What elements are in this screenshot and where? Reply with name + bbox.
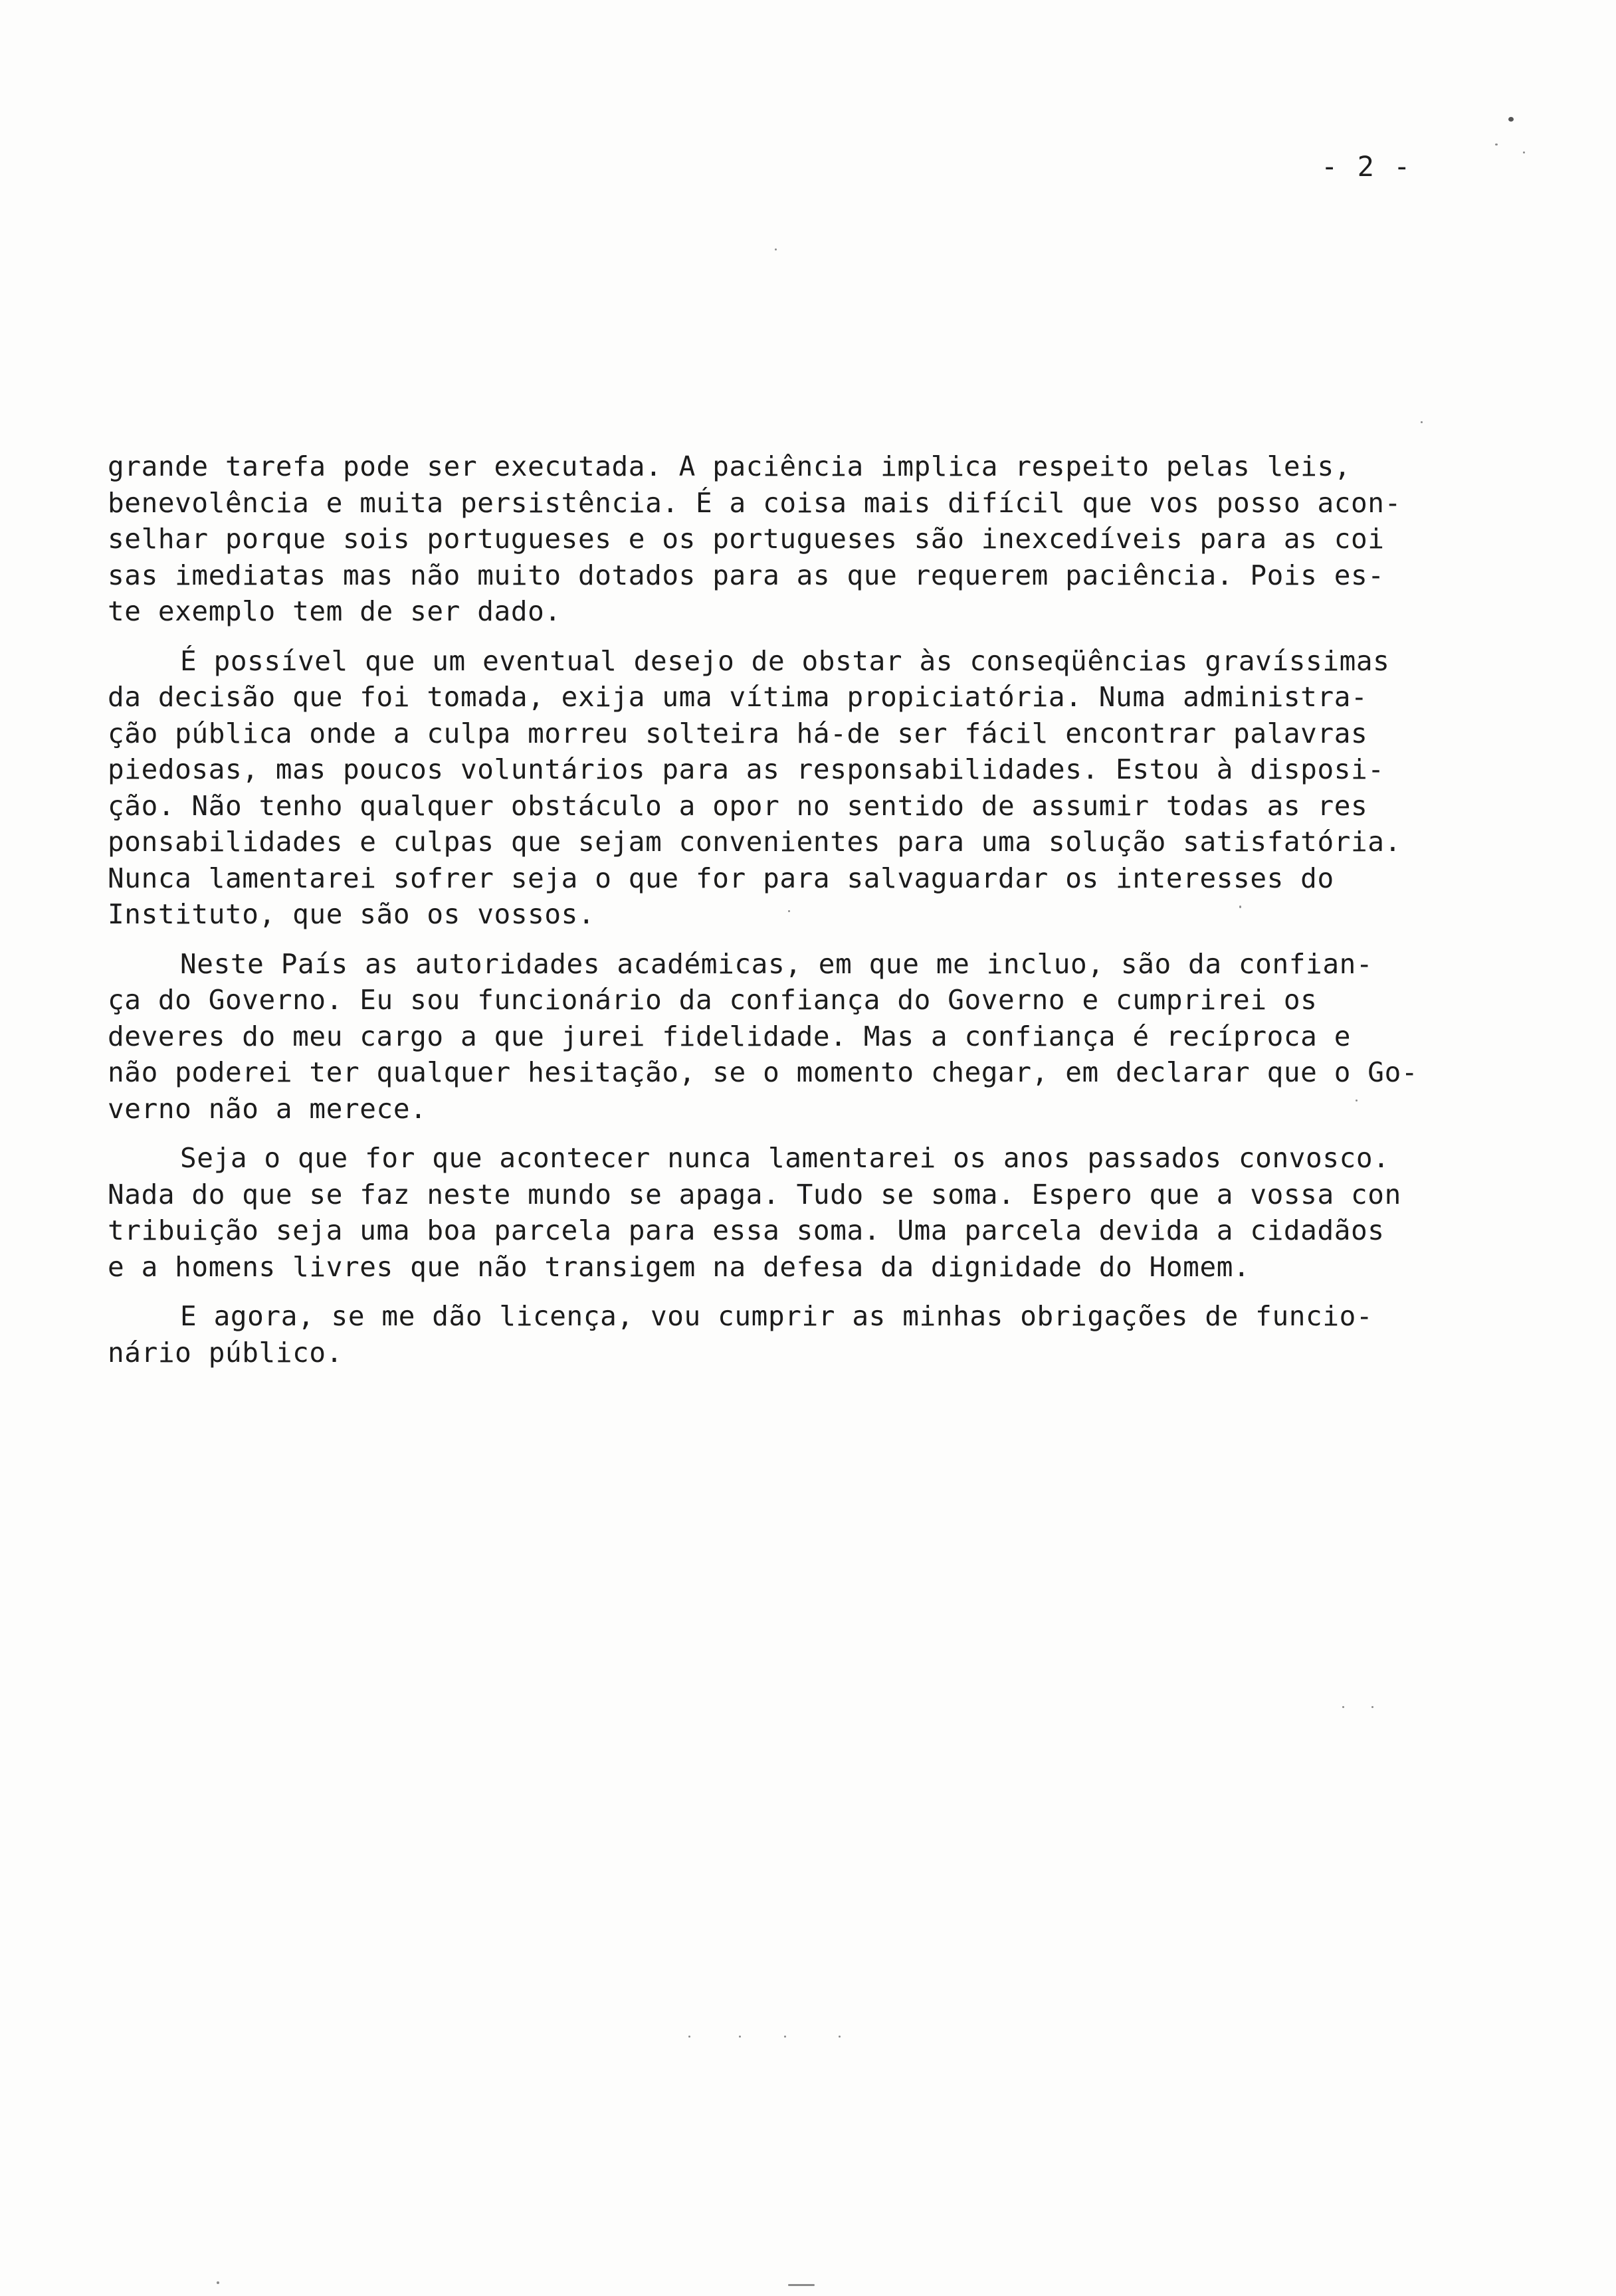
scan-speck (1371, 1706, 1373, 1708)
text-line: Neste País as autoridades académicas, em que me incluo, são da confian- (180, 947, 1373, 980)
scan-speck (739, 2036, 741, 2038)
text-line: Nada do que se faz neste mundo se apaga. Tudo se soma. Espero que a vossa con (108, 1178, 1401, 1210)
scan-speck (1523, 151, 1525, 153)
paragraph-2 (108, 643, 1536, 933)
text-line: e a homens livres que não transigem na defesa da dignidade do Homem. (108, 1250, 1251, 1283)
text-line: grande tarefa pode ser executada. A paciência implica respeito pelas leis, (108, 450, 1352, 482)
text-line: ção. Não tenho qualquer obstáculo a opor no sentido de assumir todas as res (108, 789, 1368, 822)
text-line: Instituto, que são os vossos. (108, 898, 595, 930)
paragraph-4 (108, 1140, 1536, 1285)
text-line: te exemplo tem de ser dado. (108, 595, 561, 627)
scan-speck (788, 910, 790, 912)
page-number: - 2 - (1321, 150, 1412, 183)
scan-speck (688, 2036, 690, 2038)
scan-speck (784, 2036, 786, 2038)
text-line: tribuição seja uma boa parcela para essa soma. Uma parcela devida a cidadãos (108, 1214, 1385, 1246)
scan-speck (1495, 144, 1498, 145)
scan-speck (1421, 421, 1423, 423)
text-line: Nunca lamentarei sofrer seja o que for para salvaguardar os interesses do (108, 862, 1334, 894)
scan-speck (1342, 1706, 1344, 1708)
text-line: nário público. (108, 1336, 343, 1369)
text-line: da decisão que foi tomada, exija uma vítima propiciatória. Numa administra- (108, 681, 1368, 713)
paragraph-5 (108, 1298, 1536, 1371)
scan-speck (775, 248, 777, 250)
paragraph-1 (108, 448, 1536, 630)
text-line: ça do Governo. Eu sou funcionário da confiança do Governo e cumprirei os (108, 984, 1318, 1016)
scan-speck (839, 2036, 841, 2038)
text-line: Seja o que for que acontecer nunca lamentarei os anos passados convosco. (180, 1142, 1390, 1174)
text-line: selhar porque sois portugueses e os portugueses são inexcedíveis para as coi (108, 523, 1385, 555)
text-line: benevolência e muita persistência. É a coisa mais difícil que vos posso acon- (108, 486, 1401, 519)
body-text (108, 448, 1536, 1371)
text-line: ção pública onde a culpa morreu solteira há-de ser fácil encontrar palavras (108, 717, 1368, 749)
text-line: É possível que um eventual desejo de obstar às conseqüências gravíssimas (180, 644, 1390, 677)
scan-speck (1508, 117, 1514, 122)
scan-speck (1356, 1100, 1358, 1101)
text-line: deveres do meu cargo a que jurei fidelidade. Mas a confiança é recíproca e (108, 1020, 1352, 1052)
text-line: não poderei ter qualquer hesitação, se o momento chegar, em declarar que o Go- (108, 1056, 1419, 1088)
scan-speck (1239, 906, 1241, 908)
scan-speck (788, 2284, 815, 2286)
scan-speck (217, 2281, 219, 2284)
text-line: piedosas, mas poucos voluntários para as responsabilidades. Estou à disposi- (108, 753, 1385, 785)
text-line: E agora, se me dão licença, vou cumprir as minhas obrigações de funcio- (180, 1300, 1373, 1332)
text-line: verno não a merece. (108, 1092, 427, 1125)
text-line: ponsabilidades e culpas que sejam convenientes para uma solução satisfatória. (108, 826, 1401, 858)
text-line: sas imediatas mas não muito dotados para as que requerem paciência. Pois es- (108, 559, 1385, 591)
paragraph-3 (108, 946, 1536, 1127)
